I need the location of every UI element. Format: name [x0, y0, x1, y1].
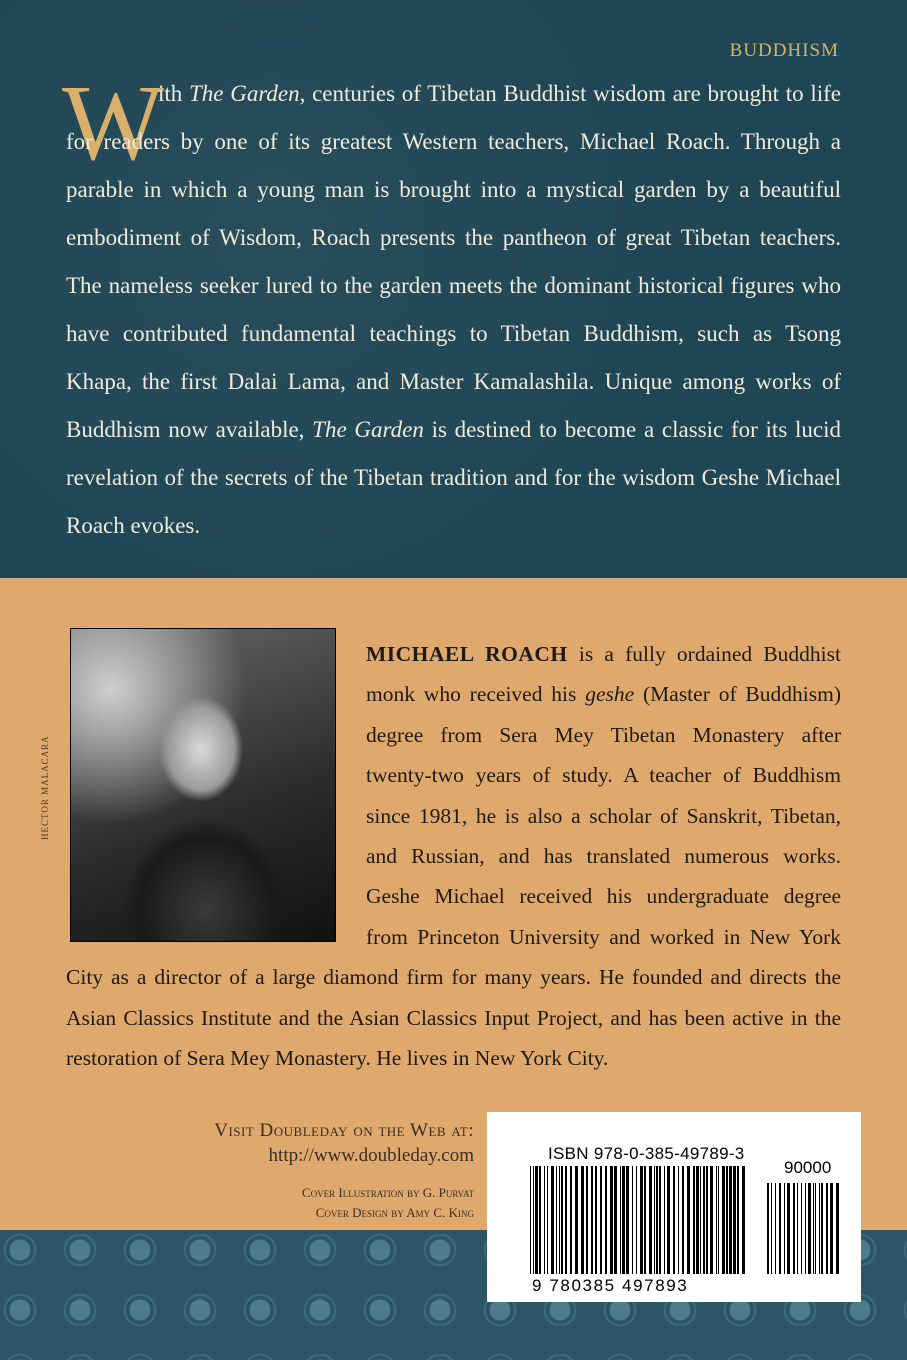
- book-blurb: ith The Garden, centuries of Tibetan Buddhist wisdom are brought to life for readers by one of its greatest Western teachers, Michael Roach. Through a parable in which a young man is brought into a mystical garden by a beautiful embodiment of Wisdom, Roach presents the pantheon of great Tibetan teachers. The nameless seeker lured to the garden meets the dominant historical figures who have contributed fundamental teachings to Tibetan Buddhism, such as Tsong Khapa, the first Dalai Lama, and Master Kamalashila. Unique among works of Buddhism now available, The Garden is destined to become a classic for its lucid revelation of the secrets of the Tibetan tradition and for the wisdom Geshe Michael Roach evokes.: [66, 81, 842, 538]
- barcode-bar: [565, 1166, 567, 1274]
- barcode-bar: [659, 1166, 661, 1274]
- barcode-bar: [595, 1166, 597, 1274]
- barcode-bar: [535, 1166, 538, 1274]
- barcode-bar: [687, 1166, 690, 1274]
- barcode-bar: [673, 1166, 675, 1274]
- barcode-bar: [575, 1166, 578, 1274]
- publisher-web-info: [214, 1118, 474, 1168]
- barcode-bar: [664, 1166, 665, 1274]
- barcode-bar: [533, 1166, 534, 1274]
- barcode-bar: [539, 1166, 541, 1274]
- book-title: The Garden: [312, 417, 424, 442]
- barcode-bar: [640, 1166, 643, 1274]
- barcode-bar: [726, 1166, 728, 1274]
- price-addon-number: 90000: [784, 1158, 832, 1177]
- barcode-bar: [813, 1183, 814, 1274]
- barcode-bar: [771, 1183, 772, 1274]
- barcode-bar: [797, 1183, 798, 1274]
- addon-barcode: [767, 1183, 841, 1274]
- barcode-bar: [836, 1183, 839, 1274]
- barcode-bar: [610, 1166, 613, 1274]
- publisher-url: http://www.doubleday.com: [268, 1145, 474, 1166]
- barcode-bar: [551, 1166, 554, 1274]
- isbn-number: ISBN 978-0-385-49789-3: [548, 1144, 745, 1163]
- cover-credits: [302, 1183, 474, 1223]
- barcode-bar: [775, 1183, 776, 1274]
- barcode-bar: [614, 1166, 617, 1274]
- barcode-bar: [830, 1183, 833, 1274]
- barcode-bar: [591, 1166, 593, 1274]
- barcode-bar: [678, 1166, 679, 1274]
- author-bio: MICHAEL ROACH is a fully ordained Buddhist monk who received his geshe (Master of Buddhism) degree from Sera Mey Tibetan Monastery after twenty-two years of study. A teacher of Buddhism since 1981, he is also a scholar of Sanskrit, Tibetan, and Russian, and has translated numerous works. Geshe Michael received his undergraduate degree from Princeton University and worked in New York City as a director of a large diamond firm for many years. He founded and directs the Asian Classics Institute and the Asian Classics Input Project, and has been active in the restoration of Sera Mey Monastery. He lives in New York City.: [66, 642, 841, 1071]
- book-title: The Garden: [189, 81, 300, 106]
- barcode-bar: [703, 1166, 705, 1274]
- barcode-bar: [729, 1166, 732, 1274]
- visit-label: Visit Doubleday on the Web at:: [214, 1120, 474, 1141]
- barcode-bar: [819, 1183, 820, 1274]
- barcode-bar: [620, 1166, 621, 1274]
- barcode-bar: [779, 1183, 781, 1274]
- barcode-bar: [821, 1183, 823, 1274]
- barcode-bar: [622, 1166, 625, 1274]
- barcode-bar: [767, 1183, 769, 1274]
- barcode-bar: [696, 1166, 699, 1274]
- ean-barcode: [530, 1166, 748, 1274]
- barcode-bar: [815, 1183, 816, 1274]
- barcode-bar: [605, 1166, 607, 1274]
- barcode-bar: [693, 1166, 695, 1274]
- barcode-bar: [742, 1166, 745, 1274]
- barcode-bar: [559, 1166, 560, 1274]
- barcode-bar: [793, 1183, 795, 1274]
- design-credit: Cover Design by Amy C. King: [315, 1205, 474, 1220]
- barcode-bar: [581, 1166, 584, 1274]
- barcode-bar: [784, 1183, 785, 1274]
- barcode-bar: [530, 1166, 531, 1274]
- drop-cap: W: [62, 64, 164, 183]
- barcode-bar: [556, 1166, 557, 1274]
- barcode-bar: [547, 1166, 548, 1274]
- author-name: MICHAEL ROACH: [366, 642, 568, 666]
- barcode-bar: [787, 1183, 790, 1274]
- barcode-bar: [808, 1183, 811, 1274]
- barcode-bar: [644, 1166, 646, 1274]
- barcode-bar: [718, 1166, 719, 1274]
- photo-credit: HECTOR MALACARA: [40, 735, 50, 840]
- barcode-bar: [722, 1166, 725, 1274]
- barcode-bar: [667, 1166, 670, 1274]
- barcode-bar: [801, 1183, 802, 1274]
- barcode-bar: [544, 1166, 545, 1274]
- barcode-bar: [586, 1166, 588, 1274]
- barcode-bar: [737, 1166, 739, 1274]
- barcode-bar: [632, 1166, 633, 1274]
- barcode-bar: [561, 1166, 563, 1274]
- illustration-credit: Cover Illustration by G. Purvat: [302, 1185, 474, 1200]
- barcode-bar: [710, 1166, 713, 1274]
- barcode-bar: [733, 1166, 736, 1274]
- barcode-bar: [649, 1166, 652, 1274]
- ean-digits: 9 780385 497893: [532, 1276, 689, 1295]
- barcode-bar: [636, 1166, 637, 1274]
- barcode-bar: [626, 1166, 629, 1274]
- barcode-bar: [700, 1166, 701, 1274]
- barcode-bar: [826, 1183, 828, 1274]
- barcode-bar: [716, 1166, 717, 1274]
- barcode-bar: [570, 1166, 572, 1274]
- barcode-bar: [600, 1166, 602, 1274]
- barcode-bar: [656, 1166, 658, 1274]
- category-label: BUDDHISM: [729, 40, 839, 61]
- barcode-bar: [706, 1166, 708, 1274]
- barcode-bar: [654, 1166, 655, 1274]
- barcode-bar: [682, 1166, 684, 1274]
- barcode-bar: [805, 1183, 806, 1274]
